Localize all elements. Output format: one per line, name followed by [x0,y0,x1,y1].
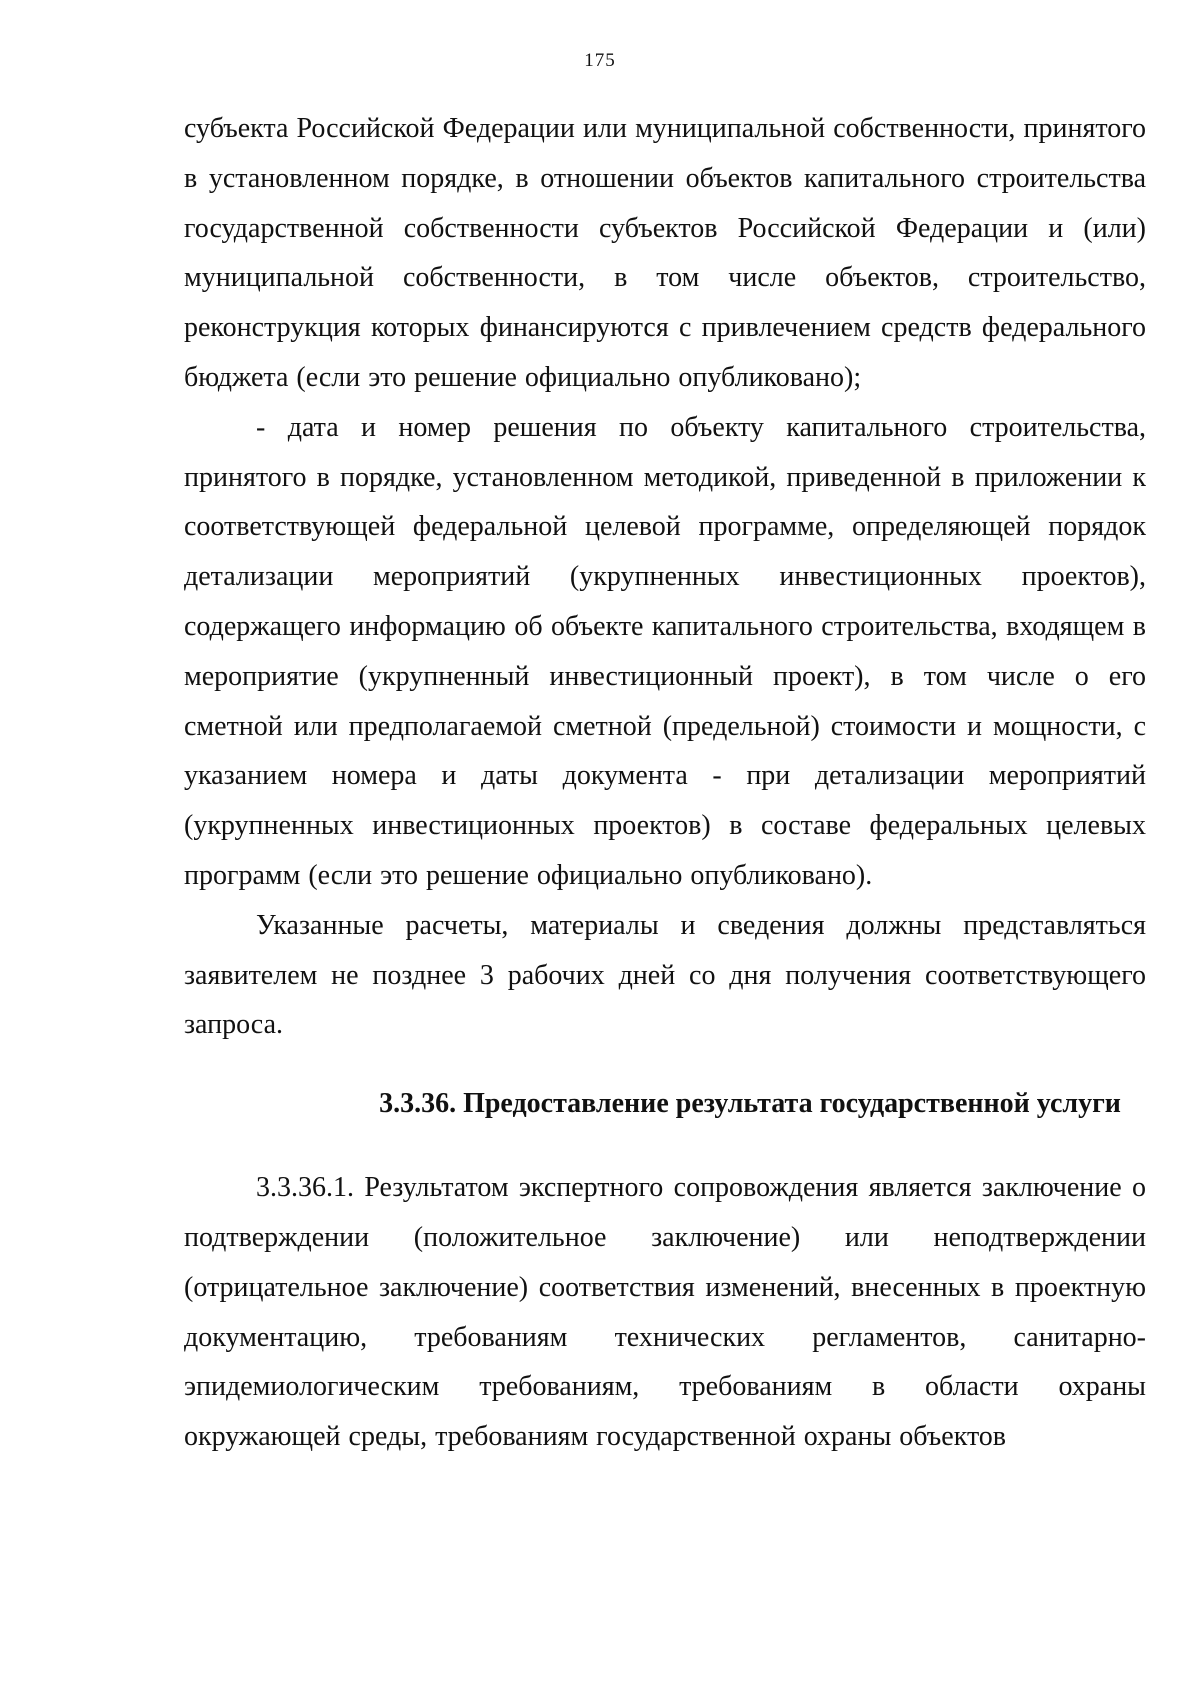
paragraph-submission-deadline: Указанные расчеты, материалы и сведения должны представляться заявителем не позднее 3 рабочих дней со дня получения соответствующего запроса. [184,909,1146,1041]
paragraph-subject-ownership: субъекта Российской Федерации или муниципальной собственности, принятого в установленном порядке, в отношении объектов капитального строительства государственной собственности субъектов Российской Федерации и (или) муниципальной собственности, в том числе объектов, строительство, реконструкция которых финансируются с привлечением средств федерального бюджета (если это решение официально опубликовано); [184,113,1146,393]
section-heading: 3.3.36. Предоставление результата государственной услуги [379,1088,1121,1120]
paragraph-result-conclusion: 3.3.36.1. Результатом экспертного сопровождения является заключение о подтверждении (положительное заключение) или неподтверждении (отрицательное заключение) соответствия изменений, внесенных в проектную документацию, требованиям технических регламентов, санитарно-эпидемиологическим требованиям, требованиям в области охраны окружающей среды, требованиям государственной охраны объектов [184,1172,1146,1453]
document-body [184,104,1146,1462]
page-number: 175 [584,50,616,71]
paragraph-decision-date: - дата и номер решения по объекту капитального строительства, принятого в порядке, установленном методикой, приведенной в приложении к соответствующей федеральной целевой программе, определяющей порядок детализации мероприятий (укрупненных инвестиционных проектов), содержащего информацию об объекте капитального строительства, входящем в мероприятие (укрупненный инвестиционный проект), в том числе о его сметной или предполагаемой сметной (предельной) стоимости и мощности, с указанием номера и даты документа - при детализации мероприятий (укрупненных инвестиционных проектов) в составе федеральных целевых программ (если это решение официально опубликовано). [184,411,1146,891]
